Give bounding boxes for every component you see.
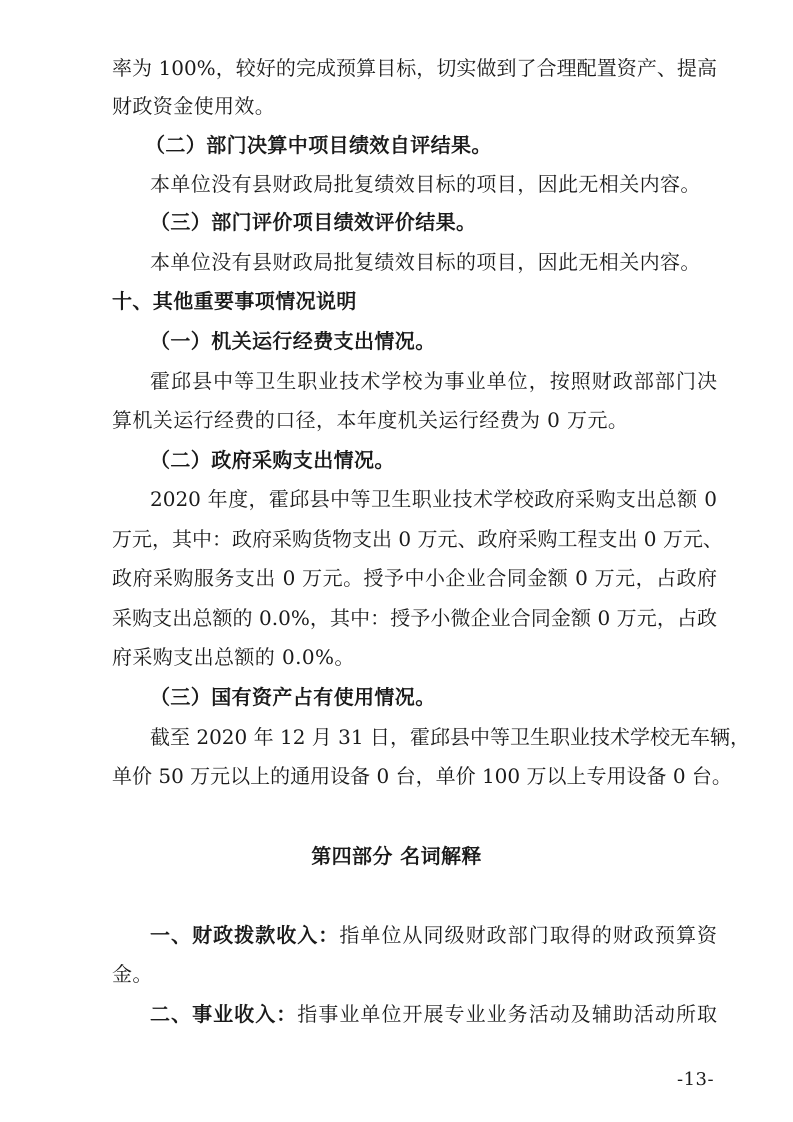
glossary-term: 一、财政拨款收入： (150, 923, 340, 947)
text-line: 率为 100%，较好的完成预算目标，切实做到了合理配置资产、提高 (112, 56, 717, 80)
text-line: 万元，其中：政府采购货物支出 0 万元、政府采购工程支出 0 万元、 (112, 527, 723, 551)
subsection-heading: （二）政府采购支出情况。 (150, 448, 395, 472)
text-line: 财政资金使用效。 (112, 94, 276, 118)
text-line: 截至 2020 年 12 月 31 日，霍邱县中等卫生职业技术学校无车辆， (150, 725, 750, 749)
text-line: 采购支出总额的 0.0%，其中：授予小微企业合同金额 0 万元，占政 (112, 606, 717, 630)
part-title: 第四部分 名词解释 (311, 844, 482, 868)
subsection-heading: （一）机关运行经费支出情况。 (150, 329, 436, 353)
subsection-heading: （二）部门决算中项目绩效自评结果。 (145, 133, 492, 157)
glossary-definition: 金。 (112, 962, 153, 986)
glossary-entry (150, 1001, 717, 1027)
text-line: 本单位没有县财政局批复绩效目标的项目，因此无相关内容。 (150, 172, 701, 196)
text-line: 霍邱县中等卫生职业技术学校为事业单位，按照财政部部门决 (150, 369, 717, 393)
text-line: 2020 年度，霍邱县中等卫生职业技术学校政府采购支出总额 0 (150, 487, 717, 511)
text-line: 政府采购服务支出 0 万元。授予中小企业合同金额 0 万元，占政府 (112, 566, 717, 590)
page-number: -13- (677, 1069, 715, 1090)
subsection-heading: （三）部门评价项目绩效评价结果。 (150, 210, 477, 234)
text-line: 府采购支出总额的 0.0%。 (112, 645, 355, 669)
section-heading: 十、其他重要事项情况说明 (112, 289, 357, 313)
glossary-entry (112, 961, 153, 987)
subsection-heading: （三）国有资产占有使用情况。 (150, 685, 436, 709)
glossary-definition: 指事业单位开展专业业务活动及辅助活动所取 (297, 1002, 718, 1026)
glossary-definition: 指单位从同级财政部门取得的财政预算资 (339, 923, 718, 947)
text-line: 单价 50 万元以上的通用设备 0 台，单价 100 万以上专用设备 0 台。 (112, 764, 732, 788)
text-line: 算机关运行经费的口径，本年度机关运行经费为 0 万元。 (112, 408, 629, 432)
glossary-term: 二、事业收入： (150, 1002, 298, 1026)
text-line: 本单位没有县财政局批复绩效目标的项目，因此无相关内容。 (150, 250, 701, 274)
glossary-entry (150, 922, 717, 948)
